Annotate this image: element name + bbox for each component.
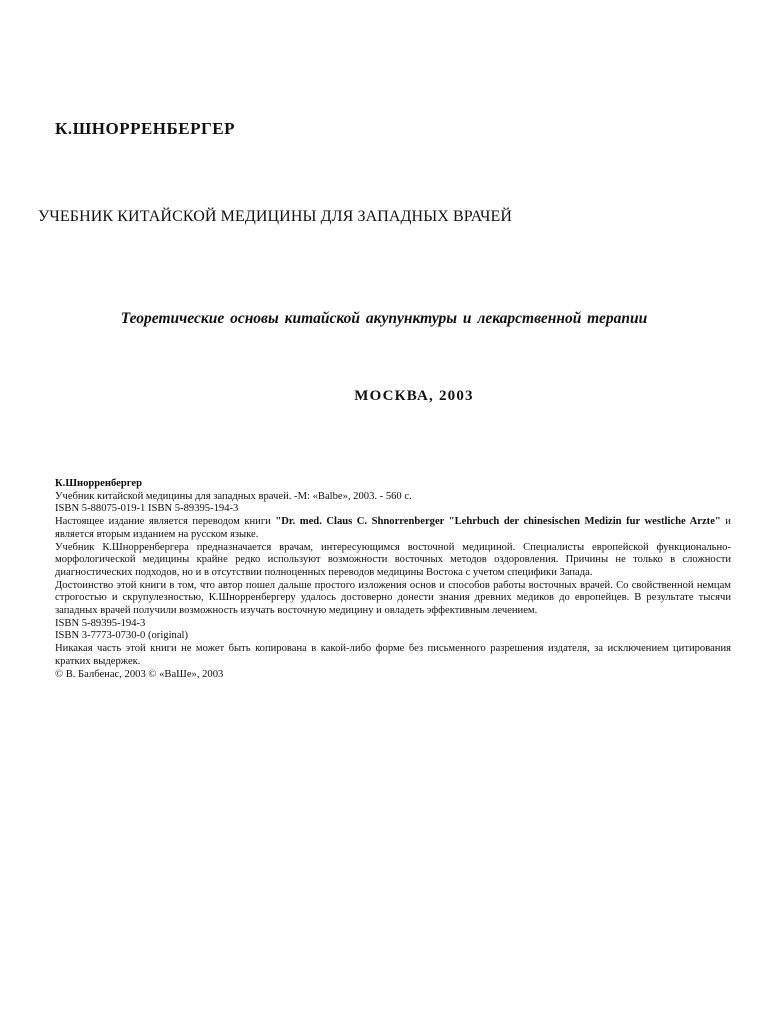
book-subtitle: Теоретические основы китайской акупунктуры и лекарственной терапии <box>120 310 648 327</box>
imprint-copyright: © В. Балбенас, 2003 © «ВаШе», 2003 <box>55 668 224 680</box>
translation-note-suffix: и является вторым изданием на русском языке. <box>55 516 731 540</box>
original-title: "Dr. med. Claus C. Shnorrenberger "Lehrbuch der chinesischen Medizin fur westliche Arzte" <box>275 516 721 528</box>
imprint-author: К.Шнорренбергер <box>55 478 142 489</box>
imprint-isbn-line: ISBN 5-88075-019-1 ISBN 5-89395-194-3 <box>55 503 239 515</box>
imprint-translation-note <box>55 516 731 541</box>
author-name: К.ШНОРРЕНБЕРГЕР <box>55 119 236 138</box>
place-and-year: МОСКВА, 2003 <box>354 388 474 404</box>
imprint-rights-notice: Никакая часть этой книги не может быть копирована в какой-либо форме без письменного разрешения издателя, за исключением цитирования кратких выдержек. <box>55 643 731 667</box>
imprint-citation: Учебник китайской медицины для западных врачей. -М: «Balbe», 2003. - 560 с. <box>55 490 412 502</box>
translation-note-prefix: Настоящее издание является переводом книги <box>55 516 276 528</box>
imprint-isbn-russian: ISBN 5-89395-194-3 <box>55 617 146 629</box>
imprint-book-merit: Достоинство этой книги в том, что автор пошел дальше простого изложения основ и способов работы восточных врачей. Со свойственной немцам строгостью и скрупулезностью, К.Шнорренбергеру удалось достоверно донести знания древних медиков до европейцев. В результате тысячи западных врачей получили возможность изучать восточную медицину и овладеть эффективным лечением. <box>55 579 731 617</box>
imprint-isbn-original: ISBN 3-7773-0730-0 (original) <box>55 630 188 642</box>
imprint-intended-audience: Учебник К.Шнорренбергера предназначается врачам, интересующимся восточной медициной. Специалисты европейской функционально-морфологической медицины крайне редко используют возможности восточных методов оздоровления. Причины не только в сложности диагностических подходов, но и в отсутствии полноценных переводов медицины Востока с учетом специфики Запада. <box>55 541 731 578</box>
book-title: УЧЕБНИК КИТАЙСКОЙ МЕДИЦИНЫ ДЛЯ ЗАПАДНЫХ ВРАЧЕЙ <box>38 208 512 225</box>
imprint-block <box>55 478 731 681</box>
